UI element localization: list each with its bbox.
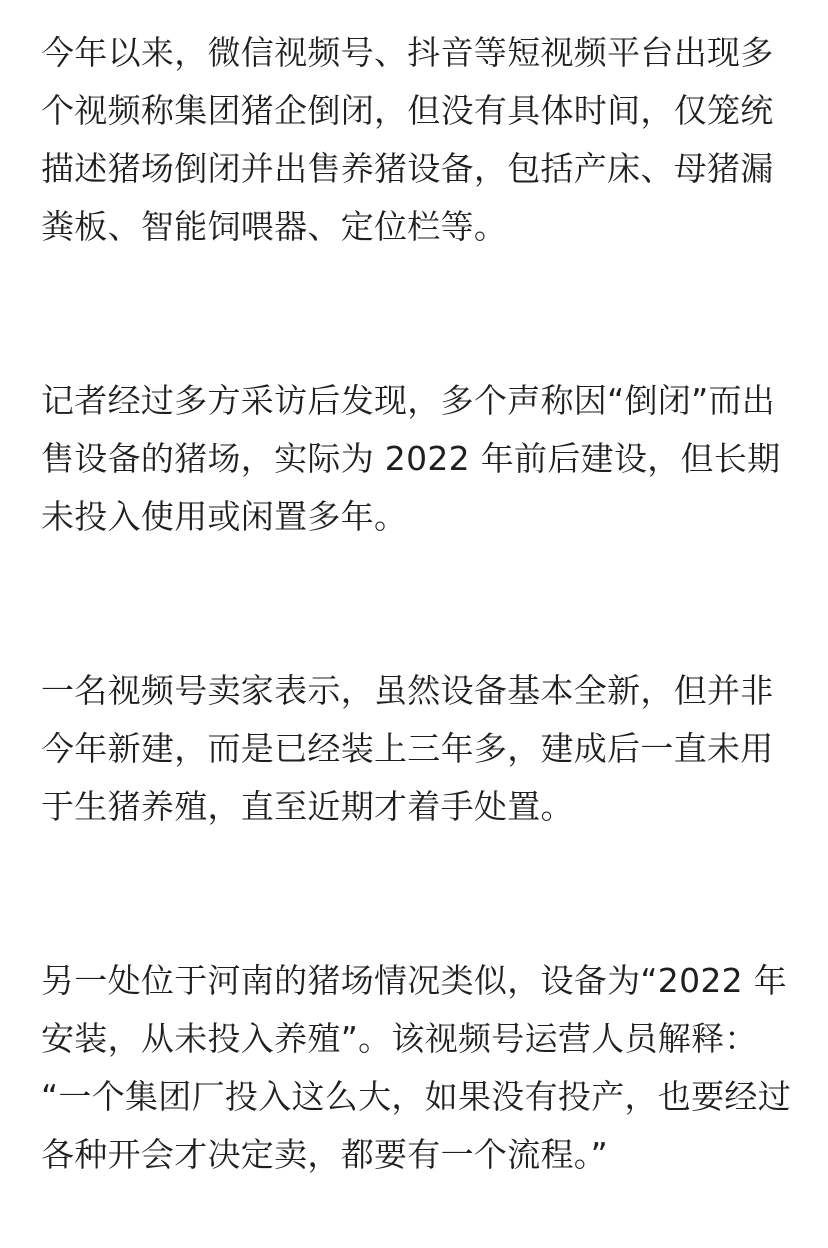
paragraph-line: 安装，从未投入养殖”。该视频号运营人员解释： — [41, 1019, 758, 1058]
paragraph-line: 今年新建，而是已经装上三年多，建成后一直未用 — [41, 729, 774, 768]
paragraph-line: 另一处位于河南的猪场情况类似，设备为“2022 年 — [41, 961, 788, 1000]
paragraph-line: 于生猪养殖，直至近期才着手处置。 — [41, 787, 574, 826]
paragraph-line: 售设备的猪场，实际为 2022 年前后建设，但长期 — [41, 439, 781, 478]
paragraph-3 — [41, 662, 774, 836]
paragraph-line: 个视频称集团猪企倒闭，但没有具体时间，仅笼统 — [41, 91, 774, 130]
paragraph-line: 一名视频号卖家表示，虽然设备基本全新，但并非 — [41, 671, 774, 710]
paragraph-line: 描述猪场倒闭并出售养猪设备，包括产床、母猪漏 — [41, 149, 774, 188]
paragraph-4 — [41, 952, 791, 1184]
paragraph-line: 记者经过多方采访后发现，多个声称因“倒闭”而出 — [41, 381, 776, 420]
paragraph-line: 各种开会才决定卖，都要有一个流程。” — [41, 1135, 608, 1174]
paragraph-2 — [41, 372, 780, 546]
paragraph-line: 未投入使用或闲置多年。 — [41, 497, 408, 536]
paragraph-line: “一个集团厂投入这么大，如果没有投产，也要经过 — [41, 1077, 791, 1116]
paragraph-line: 今年以来，微信视频号、抖音等短视频平台出现多 — [41, 33, 774, 72]
paragraph-1 — [41, 24, 774, 256]
paragraph-line: 粪板、智能饲喂器、定位栏等。 — [41, 207, 508, 246]
